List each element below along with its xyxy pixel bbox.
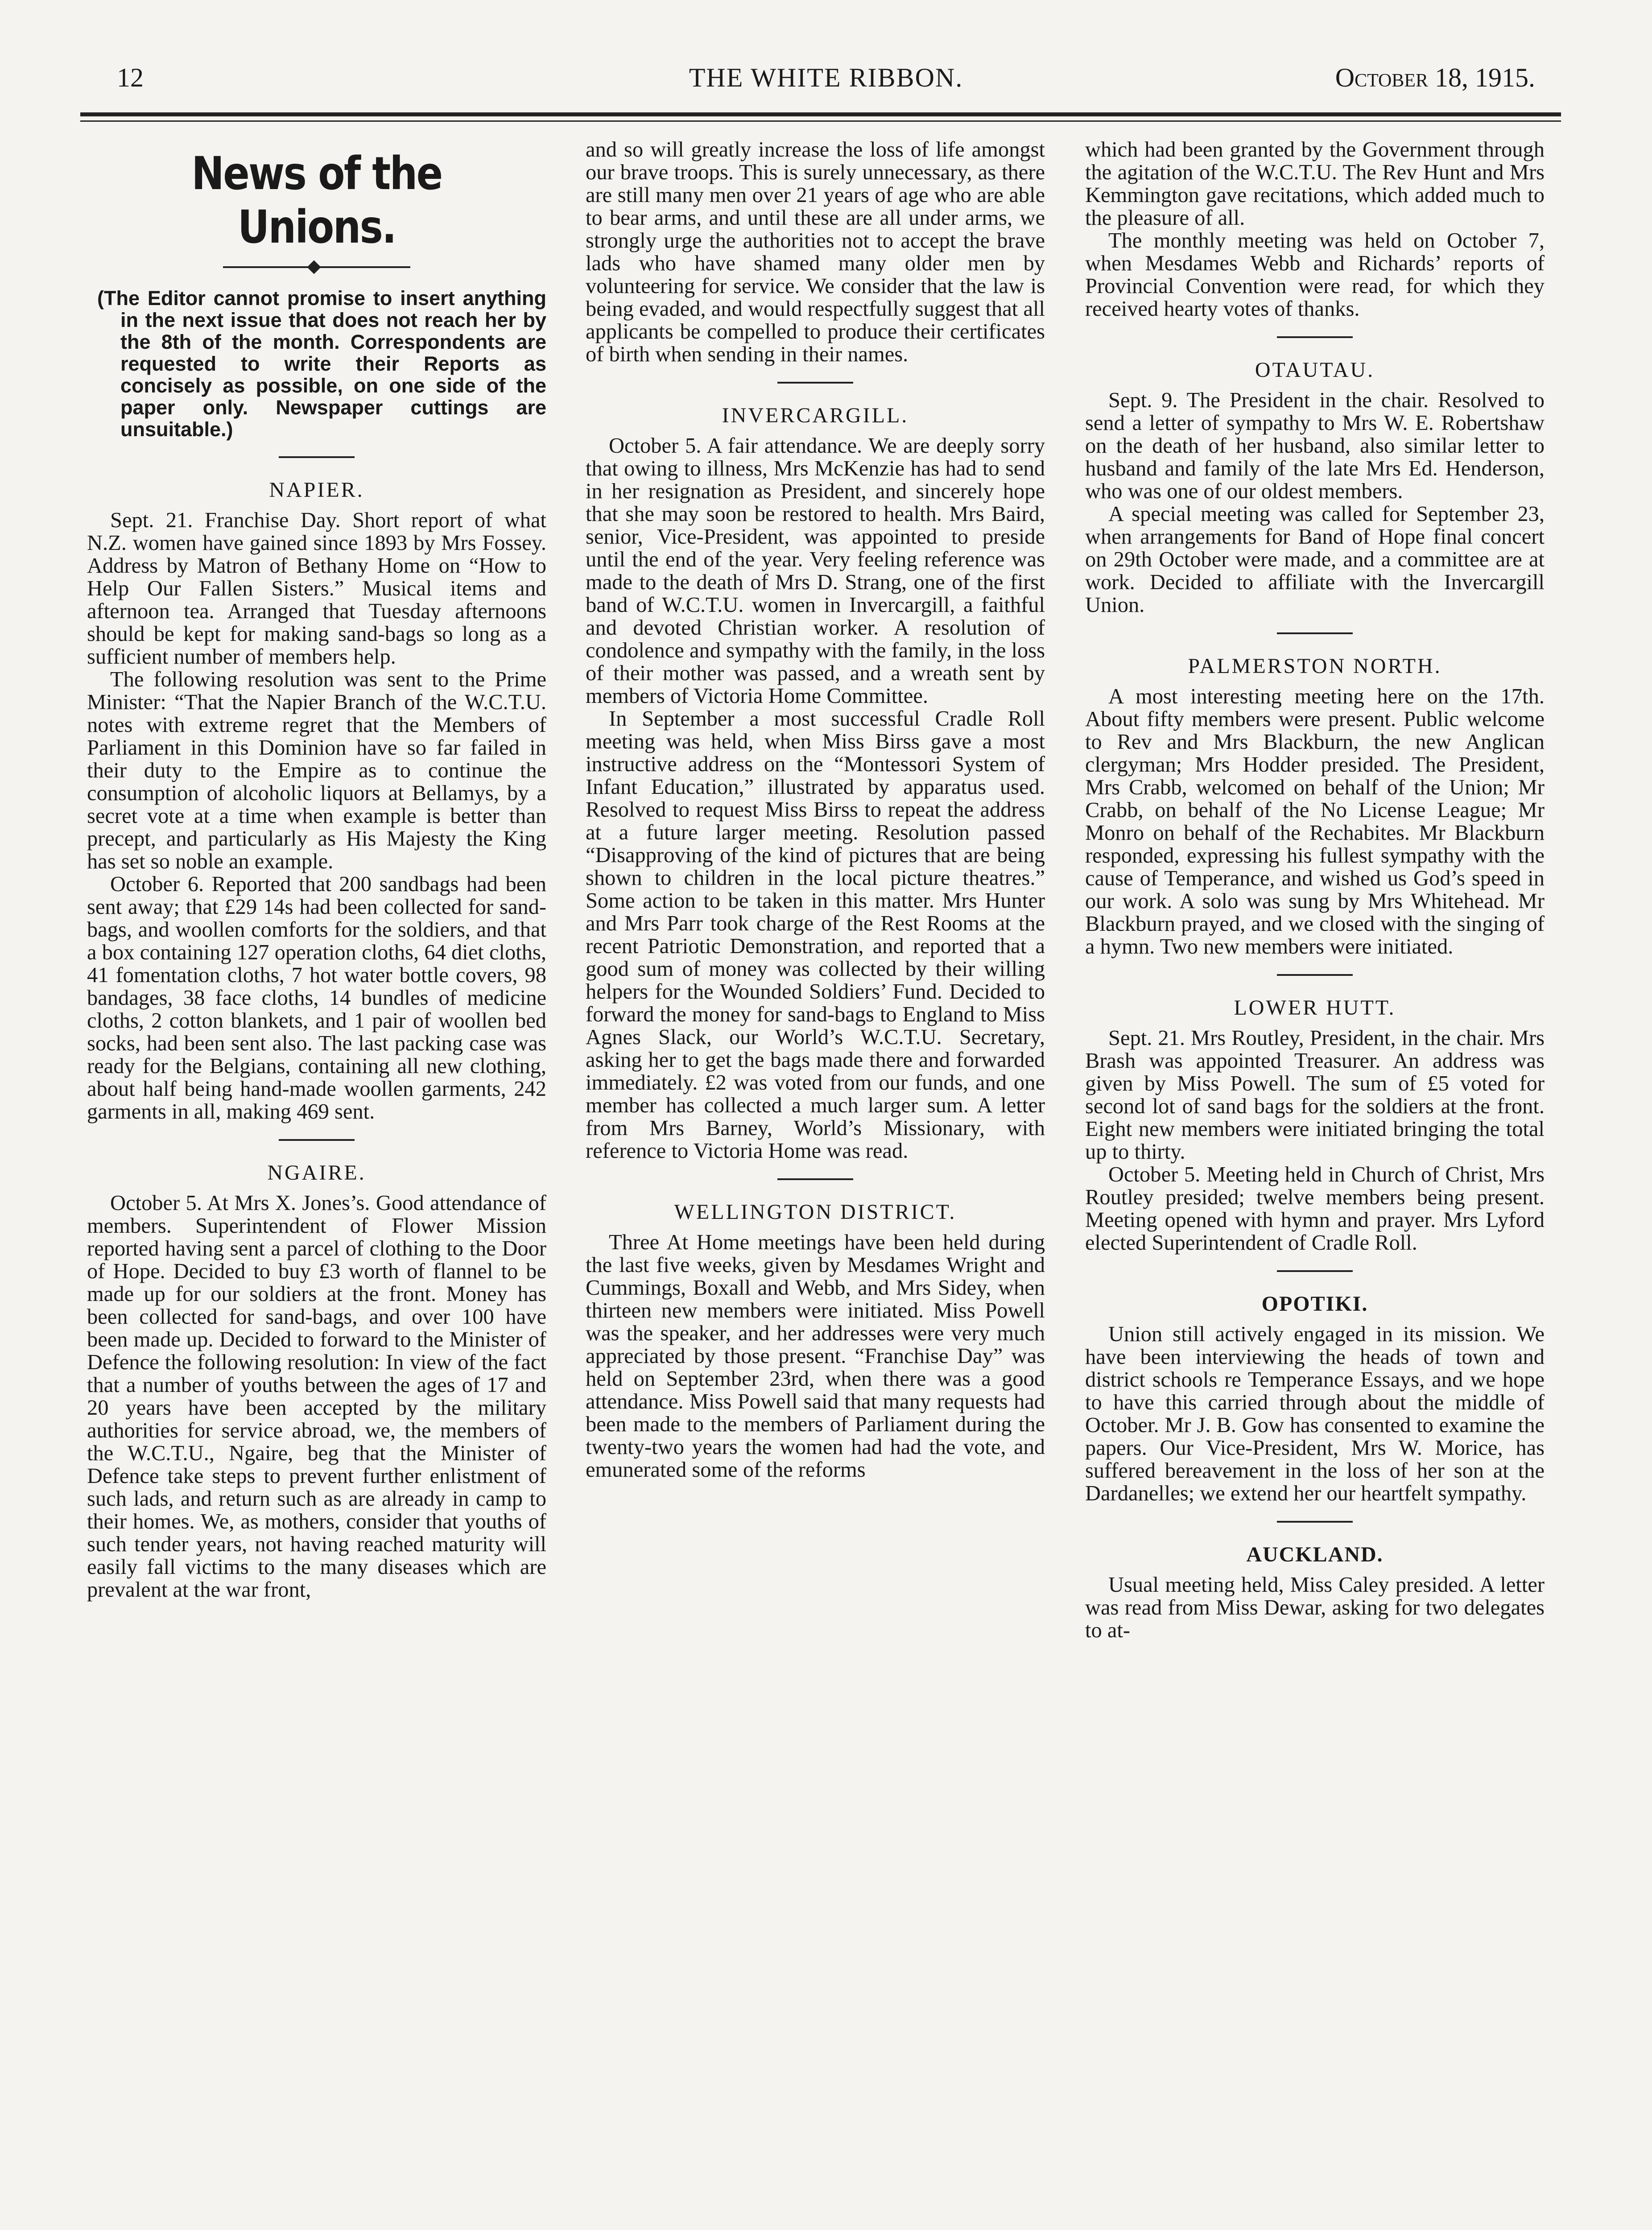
editor-notice: (The Editor cannot promise to insert anything in the next issue that does not reach her by the 8th of the month. Correspondents are requested to write their Reports as concisely as possible, on one side of the paper only. Newspaper cuttings are unsuitable.) xyxy=(97,287,546,441)
wellington-paragraph: The monthly meeting was held on October 7, when Mesdames Webb and Richards’ reports of Provincial Convention were read, for which they received hearty votes of thanks. xyxy=(1085,229,1545,321)
heading-ngaire: NGAIRE. xyxy=(267,1161,366,1185)
header-rule-thin xyxy=(80,120,1561,122)
heading-opotiki: OPOTIKI. xyxy=(1261,1292,1368,1316)
issue-date: October 18, 1915. xyxy=(1335,63,1535,92)
invercargill-paragraph: October 5. A fair attendance. We are deeply sorry that owing to illness, Mrs McKenzie has had to send in her resignation as President, and sincerely hope that she may soon be restored to health. Mrs Baird, senior, Vice-President, was appointed to preside until the end of the year. Very feeling reference was made to the death of Mrs D. Strang, one of the first band of W.C.T.U. women in Invercargill, a faithful and devoted Christian worker. A resolution of condolence and sympathy with the family, in the loss of their mother was passed, and a wreath sent by members of Victoria Home Committee. xyxy=(586,434,1045,708)
ornamental-divider xyxy=(223,262,410,271)
heading-palmerston-north: PALMERSTON NORTH. xyxy=(1188,654,1442,678)
divider xyxy=(777,1178,853,1180)
lower-hutt-paragraph: Sept. 21. Mrs Routley, President, in the chair. Mrs Brash was appointed Treasurer. An address was given by Miss Powell. The sum of £5 voted for second lot of sand bags for the soldiers at the front. Eight new members were initiated bringing the total up to thirty. xyxy=(1085,1026,1545,1164)
otautau-paragraph: A special meeting was called for September 23, when arrangements for Band of Hope final concert on 29th October were made, and a committee are at work. Decided to affiliate with the Invercargill Union. xyxy=(1085,502,1545,617)
heading-wellington: WELLINGTON DISTRICT. xyxy=(674,1200,957,1224)
section-masthead: News of the Unions. xyxy=(191,147,442,254)
napier-paragraph: The following resolution was sent to the Prime Minister: “That the Napier Branch of the W.C.T.U. notes with extreme regret that the Members of Parliament in this Dominion have so far failed in their duty to the Empire as to continue the consumption of alcoholic liquors at Bellamys, by a secret vote at a time when example is better than precept, and particularly as His Majesty the King has set so noble an example. xyxy=(87,668,546,873)
palmerston-paragraph: A most interesting meeting here on the 17th. About fifty members were present. Public welcome to Rev and Mrs Blackburn, the new Anglican clergyman; Mrs Hodder presided. The President, Mrs Crabb, welcomed on behalf of the Union; Mr Crabb, on behalf of the No License League; Mr Monro on behalf of the Rechabites. Mr Blackburn responded, expressing his fullest sympathy with the cause of Temperance, and wished us God’s speed in our work. A solo was sung by Mrs Whitehead. Mr Blackburn prayed, and we closed with the singing of a hymn. Two new members were initiated. xyxy=(1085,685,1545,958)
divider xyxy=(279,1139,355,1141)
column-2 xyxy=(586,138,1045,1481)
auckland-paragraph: Usual meeting held, Miss Caley presided. A letter was read from Miss Dewar, asking for two delegates to at- xyxy=(1085,1573,1545,1642)
invercargill-paragraph: In September a most successful Cradle Roll meeting was held, when Miss Birss gave a most instructive address on the “Montessori System of Infant Education,” illustrated by apparatus used. Resolved to request Miss Birss to repeat the address at a future larger meeting. Resolution passed “Disapproving of the kind of pictures that are being shown to children in the local picture theatres.” Some action to be taken in this matter. Mrs Hunter and Mrs Parr took charge of the Rest Rooms at the recent Patriotic Demonstration, and reported that a good sum of money was collected by their willing helpers for the Wounded Soldiers’ Fund. Decided to forward the money for sand-bags to England to Miss Agnes Slack, our World’s W.C.T.U. Secretary, asking her to get the bags made there and forwarded immediately. £2 was voted from our funds, and one member has collected a much larger sum. A letter from Mrs Barney, World’s Missionary, with reference to Victoria Home was read. xyxy=(586,707,1045,1163)
heading-napier: NAPIER. xyxy=(269,478,364,502)
divider xyxy=(1277,632,1353,634)
header-rule xyxy=(80,112,1561,116)
divider xyxy=(1277,1521,1353,1523)
wellington-paragraph: Three At Home meetings have been held during the last five weeks, given by Mesdames Wright and Cummings, Boxall and Webb, and Mrs Sidey, when thirteen new members were initiated. Miss Powell was the speaker, and her addresses were very much appreciated by those present. “Franchise Day” was held on September 23rd, when there was a good attendance. Miss Powell said that many requests had been made to the members of Parliament during the twenty-two years the women had had the vote, and emunerated some of the reforms xyxy=(586,1231,1045,1482)
heading-auckland: AUCKLAND. xyxy=(1246,1543,1384,1566)
divider xyxy=(1277,1270,1353,1272)
publication-title: THE WHITE RIBBON. xyxy=(689,63,963,92)
divider xyxy=(1277,974,1353,976)
divider xyxy=(279,456,355,458)
ngaire-paragraph-continued: and so will greatly increase the loss of life amongst our brave troops. This is surely unnecessary, as there are still many men over 21 years of age who are able to bear arms, and until these are all under arms, we strongly urge the authorities not to accept the brave lads who have shamed many older men by volunteering for service. We consider that the law is being evaded, and would respectfully suggest that all applicants be compelled to produce their certificates of birth when sending in their names. xyxy=(586,138,1045,366)
divider xyxy=(777,382,853,384)
opotiki-paragraph: Union still actively engaged in its mission. We have been interviewing the heads of town and district schools re Temperance Essays, and we hope to have this carried through about the middle of October. Mr J. B. Gow has consented to examine the papers. Our Vice-President, Mrs W. Morice, has suffered bereavement in the loss of her son at the Dardanelles; we extend her our heartfelt sympathy. xyxy=(1085,1322,1545,1505)
page-number: 12 xyxy=(117,63,144,92)
ngaire-paragraph: October 5. At Mrs X. Jones’s. Good attendance of members. Superintendent of Flower Mission reported having sent a parcel of clothing to the Door of Hope. Decided to buy £3 worth of flannel to be made up for our soldiers at the front. Money has been collected for sand-bags, and over 100 have been made up. Decided to forward to the Minister of Defence the following resolution: In view of the fact that a number of youths between the ages of 17 and 20 years have been accepted by the military authorities for service abroad, we, the members of the W.C.T.U., Ngaire, beg that the Minister of Defence take steps to prevent further enlistment of such lads, and return such as are already in camp to their homes. We, as mothers, consider that youths of such tender years, not having reached maturity will easily fall victims to the many diseases which are prevalent at the war front, xyxy=(87,1191,546,1602)
divider xyxy=(1277,336,1353,338)
otautau-paragraph: Sept. 9. The President in the chair. Resolved to send a letter of sympathy to Mrs W. E. Robertshaw on the death of her husband, also similar letter to husband and family of the late Mrs Ed. Henderson, who was one of our oldest members. xyxy=(1085,388,1545,503)
heading-otautau: OTAUTAU. xyxy=(1255,358,1375,382)
lower-hutt-paragraph: October 5. Meeting held in Church of Christ, Mrs Routley presided; twelve members being present. Meeting opened with hymn and prayer. Mrs Lyford elected Superintendent of Cradle Roll. xyxy=(1085,1163,1545,1255)
napier-paragraph: Sept. 21. Franchise Day. Short report of what N.Z. women have gained since 1893 by Mrs Fossey. Address by Matron of Bethany Home on “How to Help Our Fallen Sisters.” Musical items and afternoon tea. Arranged that Tuesday afternoons should be kept for making sand-bags so long as a sufficient number of members help. xyxy=(87,508,546,669)
napier-paragraph: October 6. Reported that 200 sandbags had been sent away; that £29 14s had been collected for sand-bags, and woollen comforts for the soldiers, and that a box containing 127 operation cloths, 64 diet cloths, 41 fomentation cloths, 7 hot water bottle covers, 98 bandages, 38 face cloths, 14 bundles of medicine cloths, 2 cotton blankets, and 1 pair of woollen bed socks, had been sent also. The last packing case was ready for the Belgians, containing all new clothing, about half being hand-made woollen garments, 242 garments in all, making 469 sent. xyxy=(87,872,546,1123)
heading-lower-hutt: LOWER HUTT. xyxy=(1234,996,1396,1020)
column-3 xyxy=(1085,138,1545,1642)
column-1 xyxy=(87,138,546,1601)
heading-invercargill: INVERCARGILL. xyxy=(722,404,909,427)
running-head xyxy=(0,54,1652,98)
wellington-paragraph-continued: which had been granted by the Government through the agitation of the W.C.T.U. The Rev Hunt and Mrs Kemmington gave recitations, which added much to the pleasure of all. xyxy=(1085,138,1545,230)
